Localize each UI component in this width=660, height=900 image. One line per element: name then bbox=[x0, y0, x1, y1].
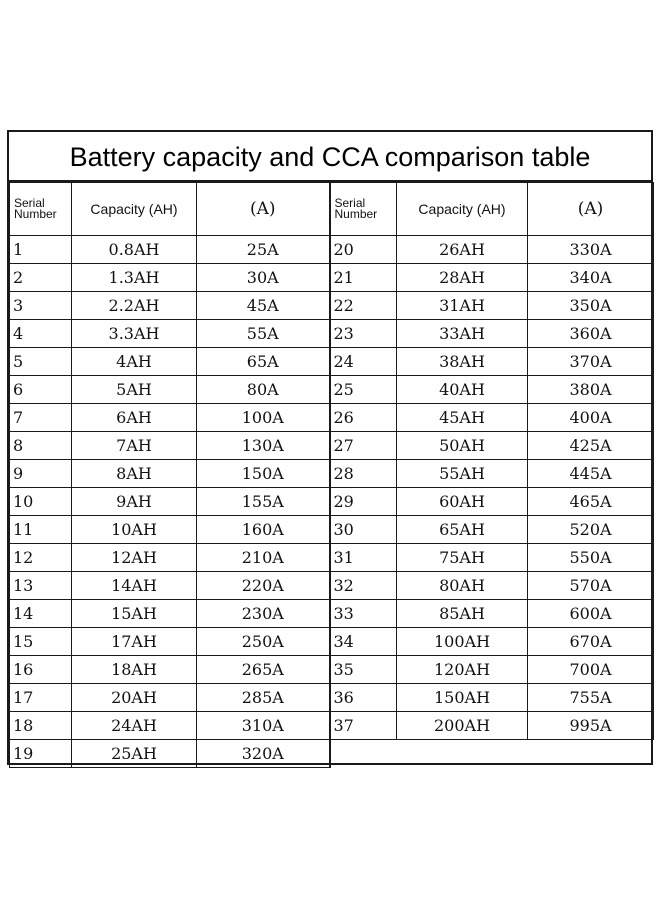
table-row bbox=[10, 488, 654, 516]
amps-cell: 80A bbox=[197, 376, 330, 404]
capacity-cell: 3.3AH bbox=[72, 320, 197, 348]
serial-number-cell: 12 bbox=[10, 544, 72, 572]
serial-number-cell: 15 bbox=[10, 628, 72, 656]
serial-number-cell: 6 bbox=[10, 376, 72, 404]
amps-cell: 310A bbox=[197, 712, 330, 740]
table-row bbox=[10, 376, 654, 404]
serial-number-cell: 21 bbox=[330, 264, 397, 292]
amps-cell: 265A bbox=[197, 656, 330, 684]
serial-number-cell: 19 bbox=[10, 740, 72, 768]
header-amps-right: (A) bbox=[528, 183, 654, 236]
serial-number-cell: 37 bbox=[330, 712, 397, 740]
serial-number-cell: 23 bbox=[330, 320, 397, 348]
capacity-cell: 200AH bbox=[397, 712, 528, 740]
amps-cell: 400A bbox=[528, 404, 654, 432]
amps-cell: 995A bbox=[528, 712, 654, 740]
amps-cell: 100A bbox=[197, 404, 330, 432]
table-row bbox=[10, 348, 654, 376]
capacity-cell: 9AH bbox=[72, 488, 197, 516]
amps-cell: 465A bbox=[528, 488, 654, 516]
serial-number-cell: 10 bbox=[10, 488, 72, 516]
amps-cell: 360A bbox=[528, 320, 654, 348]
capacity-cell: 5AH bbox=[72, 376, 197, 404]
serial-number-cell: 30 bbox=[330, 516, 397, 544]
serial-number-cell: 20 bbox=[330, 236, 397, 264]
amps-cell: 25A bbox=[197, 236, 330, 264]
capacity-cell: 75AH bbox=[397, 544, 528, 572]
amps-cell: 210A bbox=[197, 544, 330, 572]
capacity-cell: 26AH bbox=[397, 236, 528, 264]
amps-cell: 55A bbox=[197, 320, 330, 348]
amps-cell: 445A bbox=[528, 460, 654, 488]
capacity-cell: 14AH bbox=[72, 572, 197, 600]
capacity-cell: 6AH bbox=[72, 404, 197, 432]
amps-cell: 130A bbox=[197, 432, 330, 460]
serial-number-cell: 36 bbox=[330, 684, 397, 712]
serial-number-cell: 29 bbox=[330, 488, 397, 516]
capacity-cell: 10AH bbox=[72, 516, 197, 544]
capacity-cell: 120AH bbox=[397, 656, 528, 684]
header-capacity-left: Capacity (AH) bbox=[72, 183, 197, 236]
amps-cell: 30A bbox=[197, 264, 330, 292]
serial-number-cell: 33 bbox=[330, 600, 397, 628]
serial-number-cell: 22 bbox=[330, 292, 397, 320]
capacity-cell: 100AH bbox=[397, 628, 528, 656]
header-serial-number-right: Serial Number bbox=[330, 183, 397, 236]
capacity-cell: 28AH bbox=[397, 264, 528, 292]
serial-number-cell: 2 bbox=[10, 264, 72, 292]
serial-number-cell: 16 bbox=[10, 656, 72, 684]
capacity-cell: 20AH bbox=[72, 684, 197, 712]
comparison-table-container bbox=[7, 130, 653, 765]
capacity-cell: 4AH bbox=[72, 348, 197, 376]
amps-cell: 160A bbox=[197, 516, 330, 544]
table-row bbox=[10, 740, 654, 768]
capacity-cell: 31AH bbox=[397, 292, 528, 320]
table-row bbox=[10, 320, 654, 348]
header-amps-left: (A) bbox=[197, 183, 330, 236]
amps-cell: 755A bbox=[528, 684, 654, 712]
table-title: Battery capacity and CCA comparison table bbox=[9, 132, 651, 182]
amps-cell: 150A bbox=[197, 460, 330, 488]
serial-number-cell: 14 bbox=[10, 600, 72, 628]
serial-number-cell: 34 bbox=[330, 628, 397, 656]
table-row bbox=[10, 404, 654, 432]
table-row bbox=[10, 656, 654, 684]
amps-cell: 250A bbox=[197, 628, 330, 656]
capacity-cell: 15AH bbox=[72, 600, 197, 628]
table-row bbox=[10, 544, 654, 572]
serial-number-cell: 9 bbox=[10, 460, 72, 488]
empty-cell bbox=[330, 740, 654, 768]
table-row bbox=[10, 292, 654, 320]
serial-number-cell: 11 bbox=[10, 516, 72, 544]
table-row bbox=[10, 236, 654, 264]
serial-number-cell: 8 bbox=[10, 432, 72, 460]
capacity-cell: 12AH bbox=[72, 544, 197, 572]
amps-cell: 220A bbox=[197, 572, 330, 600]
capacity-cell: 85AH bbox=[397, 600, 528, 628]
amps-cell: 600A bbox=[528, 600, 654, 628]
capacity-cell: 60AH bbox=[397, 488, 528, 516]
amps-cell: 230A bbox=[197, 600, 330, 628]
serial-number-cell: 3 bbox=[10, 292, 72, 320]
amps-cell: 285A bbox=[197, 684, 330, 712]
amps-cell: 330A bbox=[528, 236, 654, 264]
table-row bbox=[10, 600, 654, 628]
amps-cell: 320A bbox=[197, 740, 330, 768]
amps-cell: 425A bbox=[528, 432, 654, 460]
table-row bbox=[10, 712, 654, 740]
table-row bbox=[10, 432, 654, 460]
header-capacity-right: Capacity (AH) bbox=[397, 183, 528, 236]
amps-cell: 380A bbox=[528, 376, 654, 404]
capacity-cell: 55AH bbox=[397, 460, 528, 488]
amps-cell: 65A bbox=[197, 348, 330, 376]
amps-cell: 350A bbox=[528, 292, 654, 320]
capacity-cell: 25AH bbox=[72, 740, 197, 768]
capacity-cell: 65AH bbox=[397, 516, 528, 544]
capacity-cell: 50AH bbox=[397, 432, 528, 460]
capacity-cell: 80AH bbox=[397, 572, 528, 600]
capacity-cell: 33AH bbox=[397, 320, 528, 348]
serial-number-cell: 31 bbox=[330, 544, 397, 572]
table-row bbox=[10, 460, 654, 488]
capacity-cell: 150AH bbox=[397, 684, 528, 712]
serial-number-cell: 25 bbox=[330, 376, 397, 404]
table-row bbox=[10, 628, 654, 656]
amps-cell: 45A bbox=[197, 292, 330, 320]
serial-number-cell: 4 bbox=[10, 320, 72, 348]
serial-number-cell: 35 bbox=[330, 656, 397, 684]
amps-cell: 670A bbox=[528, 628, 654, 656]
serial-number-cell: 5 bbox=[10, 348, 72, 376]
amps-cell: 700A bbox=[528, 656, 654, 684]
table-row bbox=[10, 684, 654, 712]
capacity-cell: 45AH bbox=[397, 404, 528, 432]
table-row bbox=[10, 572, 654, 600]
amps-cell: 370A bbox=[528, 348, 654, 376]
amps-cell: 155A bbox=[197, 488, 330, 516]
capacity-cell: 8AH bbox=[72, 460, 197, 488]
table-row bbox=[10, 264, 654, 292]
serial-number-cell: 28 bbox=[330, 460, 397, 488]
amps-cell: 520A bbox=[528, 516, 654, 544]
serial-number-cell: 13 bbox=[10, 572, 72, 600]
capacity-cell: 1.3AH bbox=[72, 264, 197, 292]
capacity-cell: 18AH bbox=[72, 656, 197, 684]
capacity-cell: 17AH bbox=[72, 628, 197, 656]
serial-number-cell: 17 bbox=[10, 684, 72, 712]
amps-cell: 550A bbox=[528, 544, 654, 572]
serial-number-cell: 18 bbox=[10, 712, 72, 740]
capacity-cell: 2.2AH bbox=[72, 292, 197, 320]
serial-number-cell: 27 bbox=[330, 432, 397, 460]
capacity-cell: 7AH bbox=[72, 432, 197, 460]
comparison-table bbox=[9, 182, 654, 768]
serial-number-cell: 7 bbox=[10, 404, 72, 432]
capacity-cell: 38AH bbox=[397, 348, 528, 376]
capacity-cell: 24AH bbox=[72, 712, 197, 740]
header-row bbox=[10, 183, 654, 236]
capacity-cell: 0.8AH bbox=[72, 236, 197, 264]
header-serial-number-left: Serial Number bbox=[10, 183, 72, 236]
table-row bbox=[10, 516, 654, 544]
amps-cell: 570A bbox=[528, 572, 654, 600]
serial-number-cell: 24 bbox=[330, 348, 397, 376]
amps-cell: 340A bbox=[528, 264, 654, 292]
serial-number-cell: 26 bbox=[330, 404, 397, 432]
capacity-cell: 40AH bbox=[397, 376, 528, 404]
serial-number-cell: 32 bbox=[330, 572, 397, 600]
serial-number-cell: 1 bbox=[10, 236, 72, 264]
